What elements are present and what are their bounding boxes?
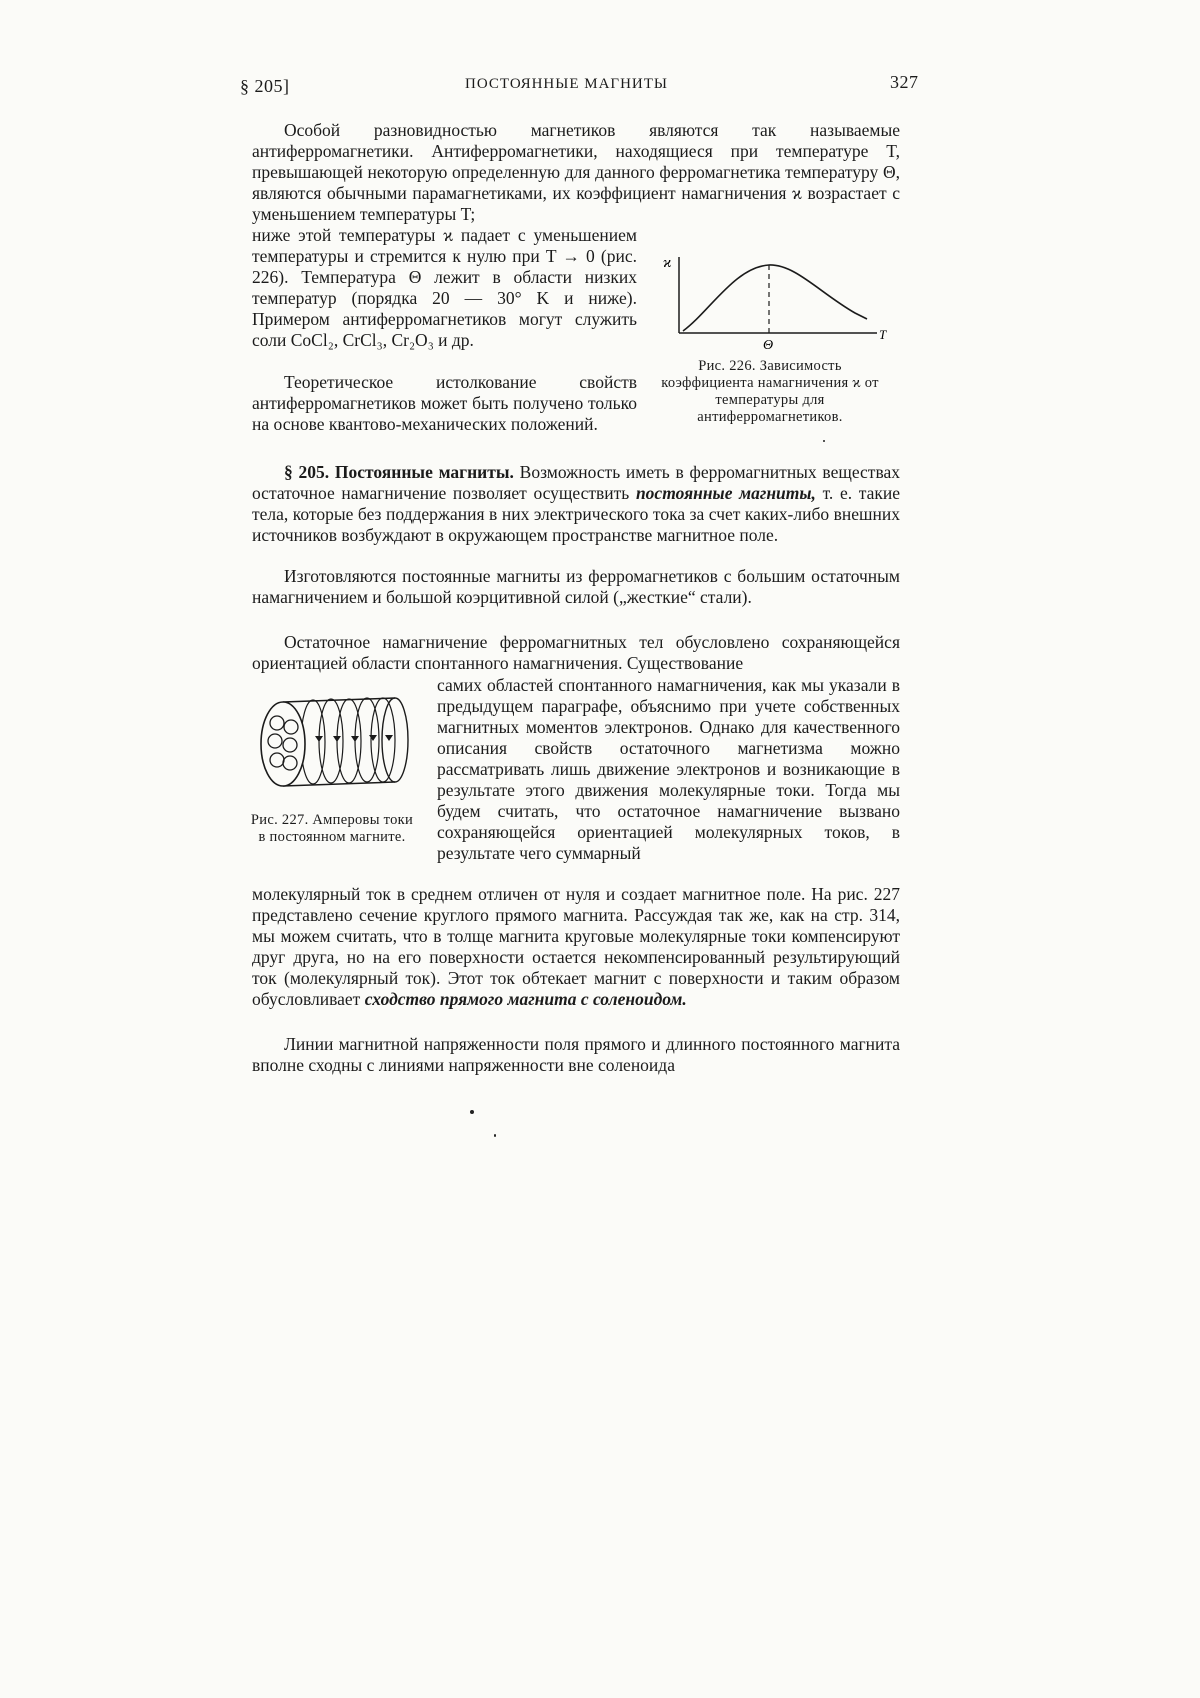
paragraph-text: т. е. такие тела, которые без поддержания в них электрического тока за счет каких-либо внешних источников возбуждают в окружающем пространстве магнитное поле. bbox=[252, 483, 901, 545]
paragraph-remanence-wide bbox=[252, 632, 900, 674]
page-number: 327 bbox=[890, 72, 919, 92]
paragraph-section-205 bbox=[252, 462, 900, 546]
paragraph-text: самих областей спонтанного намагничения, как мы указали в предыдущем параграфе, объяснимо при учете собственных магнитных моментов электронов. Однако для качественного описания свойств остаточного магнетизма можно рассматривать лишь движение электронов и возникающие в результате этого движения молекулярные токи. Тогда мы будем считать, что остаточное намагничение вызвано сохраняющейся ориентацией молекулярных токов, в результате чего суммарный bbox=[437, 675, 900, 863]
paragraph-antiferromagnetics-intro bbox=[252, 120, 900, 225]
paragraph-remanence-continued bbox=[252, 884, 900, 1010]
running-title: ПОСТОЯННЫЕ МАГНИТЫ bbox=[465, 76, 668, 92]
paragraph-remanence-narrow bbox=[437, 675, 900, 864]
paragraph-theory bbox=[252, 372, 637, 435]
emphasized-phrase: сходство прямого магнита с соленоидом. bbox=[364, 989, 687, 1009]
theta-label: Θ bbox=[763, 338, 774, 350]
current-loop bbox=[371, 698, 395, 782]
susceptibility-curve bbox=[683, 265, 867, 331]
section-reference: § 205] bbox=[240, 76, 290, 96]
paragraph-text: Возможность иметь в ферромагнитных веществах остаточное намагничение позволяет осуществить bbox=[252, 462, 901, 503]
scan-speck bbox=[823, 440, 825, 442]
emphasized-term: постоянные магниты, bbox=[635, 483, 816, 503]
paragraph-antiferromagnetics-narrow bbox=[252, 225, 637, 351]
paragraph-field-lines bbox=[252, 1034, 900, 1076]
current-loop bbox=[337, 699, 361, 783]
paragraph-text: молекулярный ток в среднем отличен от нуля и создает магнитное поле. На рис. 227 представлено сечение круглого прямого магнита. Рассуждая так же, как на стр. 314, мы можем считать, что в толще магнита круговые молекулярные токи компенсируют друг друга, но на его поверхности остается некомпенсированный результирующий ток (молекулярный ток). Этот ток обтекает магнит с поверхности и таким образом обусловливает bbox=[252, 884, 900, 1009]
scan-speck bbox=[494, 1134, 496, 1137]
paragraph-text: Теоретическое истолкование свойств антиферромагнетиков может быть получено только на основе квантово-механических положений. bbox=[252, 372, 637, 434]
paragraph-text: Линии магнитной напряженности поля прямого и длинного постоянного магнита вполне сходны с линиями напряженности вне соленоида bbox=[252, 1034, 900, 1075]
paragraph-text: Остаточное намагничение ферромагнитных тел обусловлено сохраняющейся ориентацией области спонтанного намагничения. Существование bbox=[252, 632, 900, 673]
x-axis-label: T bbox=[879, 327, 887, 342]
current-loop bbox=[355, 698, 379, 782]
paragraph-text: Изготовляются постоянные магниты из ферромагнетиков с большим остаточным намагничением и большой коэрцитивной силой („жесткие“ стали). bbox=[252, 566, 900, 607]
figure-227-caption: Рис. 227. Амперовы токи в постоянном магните. bbox=[250, 812, 414, 845]
current-arrow bbox=[315, 735, 393, 742]
figure-226-caption: Рис. 226. Зависимость коэффициента намагничения ϰ от температуры для антиферромагнетиков. bbox=[661, 358, 879, 425]
section-heading: § 205. Постоянные магниты. bbox=[284, 462, 514, 482]
paragraph-text: Особой разновидностью магнетиков являются так называемые антиферромагнетики. Антиферромагнетики, находящиеся при температуре T, превышающей некоторую определенную для данного ферромагнетика температуру Θ, являются обычными парамагнетиками, их коэффициент намагничения ϰ возрастает с уменьшением температуры T; bbox=[252, 120, 900, 224]
y-axis-label: ϰ bbox=[663, 255, 672, 271]
scan-speck bbox=[470, 1110, 474, 1114]
figure-226-graph bbox=[655, 255, 890, 350]
paragraph-manufacture bbox=[252, 566, 900, 608]
paragraph-text: ниже этой температуры ϰ падает с уменьшением температуры и стремится к нулю при T → 0 (рис. 226). Температура Θ лежит в области низких температур (порядка 20 — 30° K и ниже). Примером антиферромагнетиков могут служить соли CoCl₂, CrCl₃, Cr₂O₃ и др. bbox=[252, 225, 637, 350]
current-loop bbox=[319, 699, 343, 783]
figure-227-magnet bbox=[255, 690, 425, 800]
